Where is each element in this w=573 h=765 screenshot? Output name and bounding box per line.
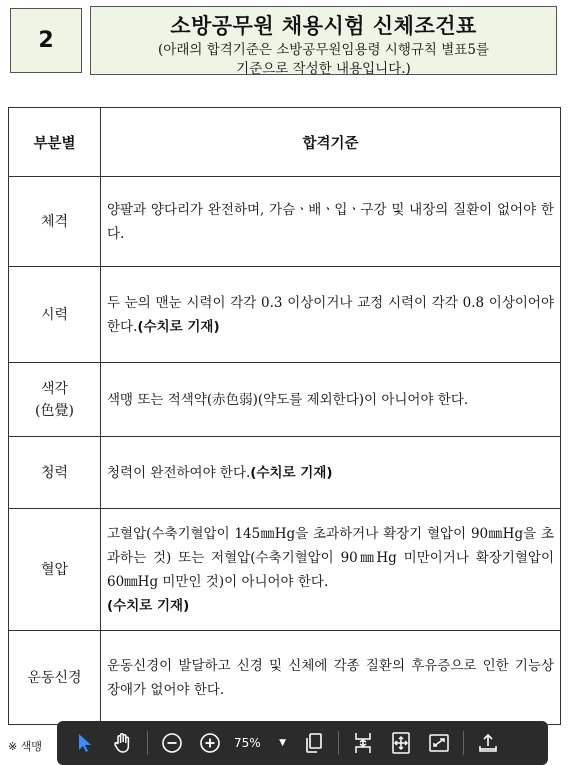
- criteria-text: 운동신경이 발달하고 신경 및 신체에 각종 질환의 후유증으로 인한 기능상 장애가 없어야 한다.: [107, 657, 554, 698]
- header-criteria: 합격기준: [101, 108, 561, 177]
- fullscreen-icon[interactable]: [425, 729, 453, 757]
- category-label: 혈압: [40, 561, 69, 578]
- category-label: 청력: [40, 464, 69, 481]
- zoom-dropdown-icon: ▼: [279, 738, 286, 748]
- table-row: [9, 267, 561, 363]
- title-box: [90, 6, 557, 75]
- criteria-note: (수치로 기재): [137, 318, 220, 335]
- zoom-level: 75%: [234, 736, 261, 750]
- copy-pages-icon[interactable]: [300, 729, 328, 757]
- category-label: 시력: [40, 306, 69, 323]
- criteria-text: 청력이 완전하여야 한다.: [107, 464, 251, 481]
- header-category: 부분별: [9, 108, 101, 177]
- zoom-out-icon[interactable]: [158, 729, 186, 757]
- footnote: ※ 색맹: [8, 740, 42, 753]
- criteria-table: [8, 107, 561, 725]
- row-category: [9, 267, 101, 363]
- fit-page-icon[interactable]: [387, 729, 415, 757]
- criteria-text: 두 눈의 맨눈 시력이 각각 0.3 이상이거나 교정 시력이 각각 0.8 이상이어야 한다.: [107, 294, 554, 335]
- row-category: [9, 363, 101, 437]
- table-row: [9, 437, 561, 509]
- category-label: 체격: [40, 213, 69, 230]
- row-criteria: [101, 267, 561, 363]
- row-criteria: [101, 509, 561, 631]
- category-sublabel: (色覺): [35, 402, 74, 419]
- table-header-row: [9, 108, 561, 177]
- criteria-text: 색맹 또는 적색약(赤色弱)(약도를 제외한다)이 아니어야 한다.: [107, 391, 469, 408]
- table-row: [9, 509, 561, 631]
- hand-icon[interactable]: [109, 729, 137, 757]
- subtitle-line2: 기준으로 작성한 내용입니다.): [236, 61, 411, 77]
- fit-height-icon[interactable]: [349, 729, 377, 757]
- pdf-toolbar: [57, 721, 548, 765]
- criteria-text: 양팔과 양다리가 완전하며, 가슴ㆍ배ㆍ입ㆍ구강 및 내장의 질환이 없어야 한다.: [107, 201, 554, 242]
- category-label: 운동신경: [27, 669, 82, 686]
- row-category: [9, 509, 101, 631]
- toolbar-separator: [147, 731, 148, 755]
- row-category: [9, 437, 101, 509]
- row-criteria: [101, 177, 561, 267]
- zoom-in-icon[interactable]: [196, 729, 224, 757]
- section-number: [10, 8, 82, 73]
- table-row: [9, 363, 561, 437]
- section-number-text: 2: [38, 28, 54, 53]
- criteria-note: (수치로 기재): [107, 597, 190, 614]
- row-criteria: [101, 437, 561, 509]
- pointer-icon[interactable]: [71, 729, 99, 757]
- subtitle-line1: (아래의 합격기준은 소방공무원임용령 시행규칙 별표5를: [158, 42, 489, 58]
- toolbar-separator: [338, 731, 339, 755]
- row-category: [9, 177, 101, 267]
- row-criteria: [101, 363, 561, 437]
- criteria-text: 고혈압(수축기혈압이 145㎜Hg을 초과하거나 확장기 혈압이 90㎜Hg을 초과하는 것) 또는 저혈압(수축기혈압이 90㎜Hg 미만이거나 확장기혈압이 60㎜Hg 미만인 것)이 아니어야 한다.: [107, 525, 554, 590]
- zoom-select[interactable]: [234, 736, 286, 750]
- row-criteria: [101, 631, 561, 725]
- upload-icon[interactable]: [474, 729, 502, 757]
- table-row: [9, 177, 561, 267]
- page-title: 소방공무원 채용시험 신체조건표: [170, 14, 477, 38]
- criteria-note: (수치로 기재): [250, 464, 333, 481]
- toolbar-separator: [463, 731, 464, 755]
- table-row: [9, 631, 561, 725]
- row-category: [9, 631, 101, 725]
- category-label: 색각: [40, 380, 69, 397]
